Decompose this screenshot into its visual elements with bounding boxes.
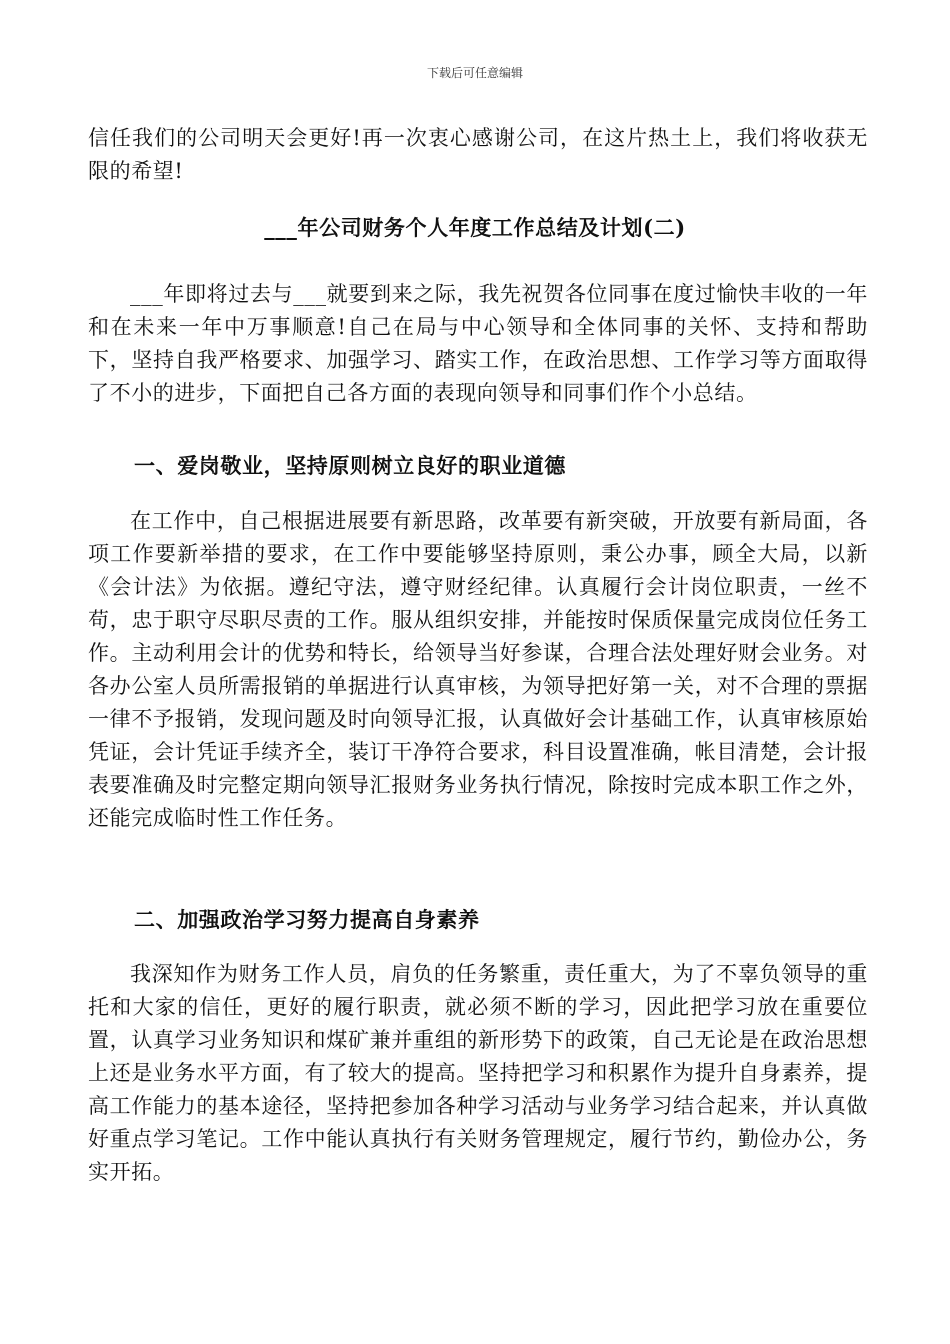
section-1-heading: 一、爱岗敬业，坚持原则树立良好的职业道德 [134, 453, 566, 478]
opening-paragraph [88, 278, 868, 410]
intro-paragraph [88, 122, 868, 188]
document-title: ___年公司财务个人年度工作总结及计划(二) [264, 215, 686, 240]
section-2-text: 我深知作为财务工作人员，肩负的任务繁重，责任重大，为了不辜负领导的重托和大家的信任，更好的履行职责，就必须不断的学习，因此把学习放在重要位置，认真学习业务知识和煤矿兼并重组的新形势下的政策，自己无论是在政治思想上还是业务水平方面，有了较大的提高。坚持把学习和积累作为提升自身素养，提高工作能力的基本途径，坚持把参加各种学习活动与业务学习结合起来，并认真做好重点学习笔记。工作中能认真执行有关财务管理规定，履行节约，勤俭办公，务实开拓。 [88, 962, 868, 1184]
section-1-text: 在工作中，自己根据进展要有新思路，改革要有新突破，开放要有新局面，各项工作要新举措的要求，在工作中要能够坚持原则，秉公办事，顾全大局，以新《会计法》为依据。遵纪守法，遵守财经纪律。认真履行会计岗位职责，一丝不苟，忠于职守尽职尽责的工作。服从组织安排，并能按时保质保量完成岗位任务工作。主动利用会计的优势和特长，给领导当好参谋，合理合法处理好财会业务。对各办公室人员所需报销的单据进行认真审核，为领导把好第一关，对不合理的票据一律不予报销，发现问题及时向领导汇报，认真做好会计基础工作，认真审核原始凭证，会计凭证手续齐全，装订干净符合要求，科目设置准确，帐目清楚，会计报表要准确及时完整定期向领导汇报财务业务执行情况，除按时完成本职工作之外，还能完成临时性工作任务。 [88, 509, 868, 830]
section-2-heading: 二、加强政治学习努力提高自身素养 [134, 907, 480, 932]
section-1-body [88, 505, 868, 835]
page-header: 下载后可任意编辑 [426, 66, 523, 80]
intro-text: 信任我们的公司明天会更好!再一次衷心感谢公司，在这片热土上，我们将收获无限的希望! [88, 126, 868, 183]
section-2-body [88, 958, 868, 1189]
opening-text: ___年即将过去与___就要到来之际，我先祝贺各位同事在度过愉快丰收的一年和在未来一年中万事顺意!自己在局与中心领导和全体同事的关怀、支持和帮助下，坚持自我严格要求、加强学习、踏实工作，在政治思想、工作学习等方面取得了不小的进步，下面把自己各方面的表现向领导和同事们作个小总结。 [88, 282, 868, 405]
